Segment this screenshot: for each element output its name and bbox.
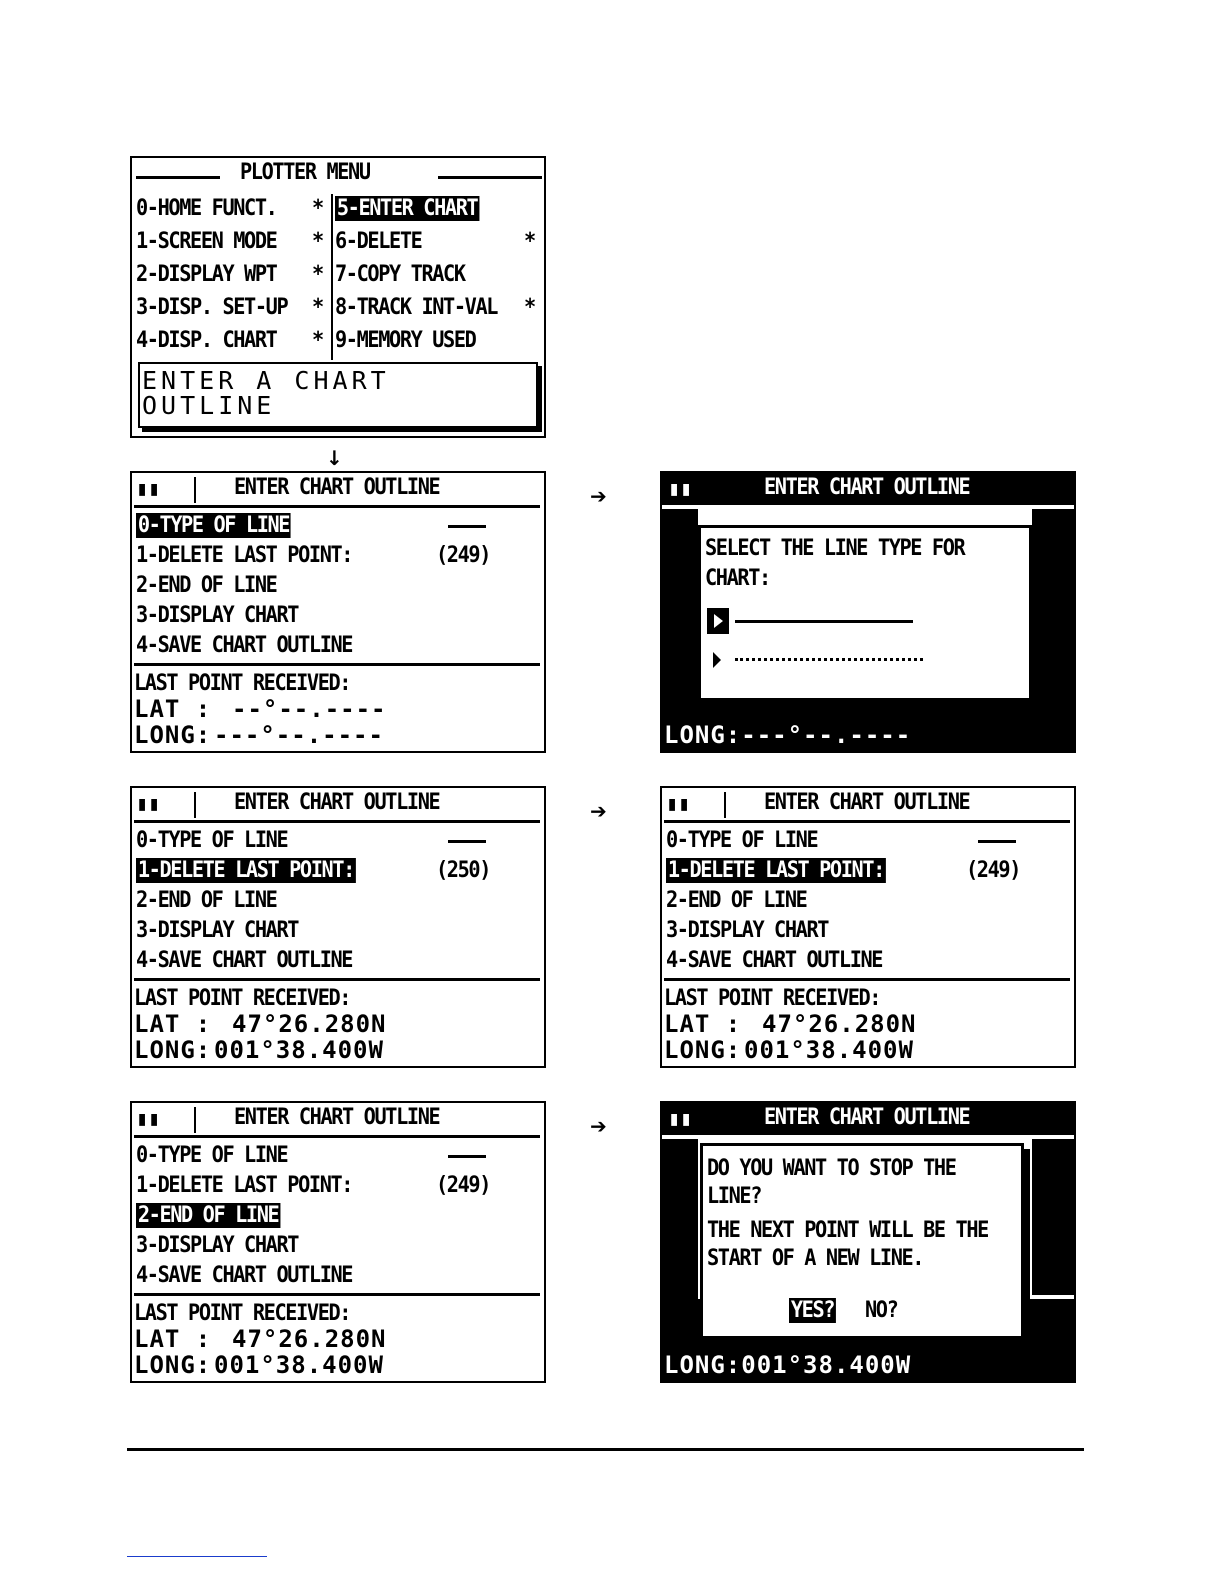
header-rule: [134, 820, 540, 823]
submenu-star-icon: *: [312, 328, 323, 353]
menu-item-display-chart[interactable]: 3-DISPLAY CHART: [136, 603, 299, 628]
lat-label: LAT :: [134, 695, 212, 723]
help-message-line2: OUTLINE: [142, 391, 276, 420]
header-rule: [664, 820, 1070, 823]
screen-title: ENTER CHART OUTLINE: [764, 475, 970, 500]
long-value: ---°--.----: [214, 721, 384, 749]
lat-label: LAT :: [134, 1325, 212, 1353]
footer-link-underline: [127, 1556, 267, 1557]
section-rule: [134, 978, 540, 981]
outline-screen-delete-249: [660, 786, 1076, 1068]
outline-screen-type-of-line: [130, 471, 546, 753]
menu-item-delete-last-point[interactable]: 1-DELETE LAST POINT:: [667, 858, 884, 883]
outline-screen-end-line-dialog: [660, 1101, 1076, 1383]
menu-item-disp-chart[interactable]: 4-DISP. CHART: [136, 328, 277, 353]
dialog-text-line1: SELECT THE LINE TYPE FOR: [705, 536, 965, 561]
point-count: (249): [436, 1173, 491, 1198]
lat-label: LAT :: [134, 1010, 212, 1038]
gps-status-icon: ▮▮: [136, 791, 161, 815]
menu-item-home-funct[interactable]: 0-HOME FUNCT.: [136, 196, 277, 221]
long-label: LONG:: [134, 721, 212, 749]
arrow-right-icon: ➔: [590, 799, 607, 823]
line-type-sample: [978, 840, 1016, 843]
lat-value: 47°26.280N: [232, 1325, 387, 1353]
menu-column-divider: [331, 194, 333, 360]
last-point-label: LAST POINT RECEIVED:: [134, 1301, 351, 1326]
screen-title: ENTER CHART OUTLINE: [234, 790, 440, 815]
dialog-text-line2: LINE?: [707, 1184, 762, 1209]
menu-item-save-chart-outline[interactable]: 4-SAVE CHART OUTLINE: [136, 948, 353, 973]
long-label: LONG:: [664, 1036, 742, 1064]
dialog-text-line2: CHART:: [705, 566, 770, 591]
section-rule: [664, 978, 1070, 981]
plotter-menu-screen: [130, 156, 546, 438]
arrow-right-icon: ➔: [590, 484, 607, 508]
screen-title: ENTER CHART OUTLINE: [234, 475, 440, 500]
point-count: (249): [436, 543, 491, 568]
menu-item-display-chart[interactable]: 3-DISPLAY CHART: [136, 1233, 299, 1258]
gps-status-icon: ▮▮: [668, 1106, 693, 1130]
line-type-sample: [448, 840, 486, 843]
menu-item-delete-last-point[interactable]: 1-DELETE LAST POINT:: [137, 858, 354, 883]
last-point-label: LAST POINT RECEIVED:: [664, 986, 881, 1011]
submenu-star-icon: *: [524, 295, 535, 320]
menu-item-type-of-line[interactable]: 0-TYPE OF LINE: [666, 828, 818, 853]
menu-item-display-chart[interactable]: 3-DISPLAY CHART: [666, 918, 829, 943]
last-point-label: LAST POINT RECEIVED:: [134, 671, 351, 696]
solid-line-option[interactable]: [735, 620, 913, 623]
help-message-box: [138, 362, 538, 428]
long-label: LONG:: [134, 1351, 212, 1379]
dialog-text-line3: THE NEXT POINT WILL BE THE: [707, 1218, 988, 1243]
menu-item-delete-last-point[interactable]: 1-DELETE LAST POINT:: [136, 543, 353, 568]
menu-item-display-chart[interactable]: 3-DISPLAY CHART: [136, 918, 299, 943]
header-divider: [194, 1107, 196, 1133]
screen-title: ENTER CHART OUTLINE: [764, 1105, 970, 1130]
gps-status-icon: ▮▮: [668, 476, 693, 500]
section-rule: [134, 1293, 540, 1296]
title-rule-left: [136, 176, 220, 179]
gps-status-icon: ▮▮: [666, 791, 691, 815]
menu-item-save-chart-outline[interactable]: 4-SAVE CHART OUTLINE: [666, 948, 883, 973]
long-label: LONG:: [134, 1036, 212, 1064]
header-divider: [194, 477, 196, 503]
end-line-dialog: [700, 1143, 1024, 1339]
dimmed-right-strip: [1032, 509, 1074, 669]
lat-value: 47°26.280N: [232, 1010, 387, 1038]
line-type-sample: [448, 525, 486, 528]
outline-screen-delete-250: [130, 786, 546, 1068]
submenu-star-icon: *: [312, 229, 323, 254]
dialog-text-line1: DO YOU WANT TO STOP THE: [707, 1156, 956, 1181]
plotter-menu-title: PLOTTER MENU: [240, 160, 370, 185]
screen-title: ENTER CHART OUTLINE: [234, 1105, 440, 1130]
menu-item-memory-used[interactable]: 9-MEMORY USED: [335, 328, 476, 353]
menu-item-type-of-line[interactable]: 0-TYPE OF LINE: [137, 513, 290, 538]
selection-cursor-icon[interactable]: [707, 608, 729, 634]
header-rule: [134, 1135, 540, 1138]
menu-item-end-of-line[interactable]: 2-END OF LINE: [136, 888, 277, 913]
menu-item-display-wpt[interactable]: 2-DISPLAY WPT: [136, 262, 277, 287]
submenu-star-icon: *: [312, 295, 323, 320]
long-line-dimmed: LONG:---°--.----: [664, 721, 912, 749]
footer-rule: [127, 1448, 1084, 1451]
long-value: 001°38.400W: [214, 1351, 384, 1379]
lat-label: LAT :: [664, 1010, 742, 1038]
menu-item-save-chart-outline[interactable]: 4-SAVE CHART OUTLINE: [136, 633, 353, 658]
point-count: (250): [436, 858, 491, 883]
last-point-label: LAST POINT RECEIVED:: [134, 986, 351, 1011]
menu-item-end-of-line[interactable]: 2-END OF LINE: [666, 888, 807, 913]
long-line-dimmed: LONG:001°38.400W: [664, 1351, 912, 1379]
menu-item-enter-chart[interactable]: 5-ENTER CHART: [336, 196, 478, 221]
header-rule: [134, 505, 540, 508]
title-rule-right: [438, 176, 542, 179]
gps-status-icon: ▮▮: [136, 1106, 161, 1130]
screen-title: ENTER CHART OUTLINE: [764, 790, 970, 815]
dimmed-menu-column: [662, 1139, 698, 1299]
menu-item-save-chart-outline[interactable]: 4-SAVE CHART OUTLINE: [136, 1263, 353, 1288]
menu-item-end-of-line[interactable]: 2-END OF LINE: [137, 1203, 279, 1228]
menu-item-delete[interactable]: 6-DELETE: [335, 229, 422, 254]
menu-item-disp-setup[interactable]: 3-DISP. SET-UP: [136, 295, 288, 320]
outline-screen-end-of-line: [130, 1101, 546, 1383]
no-button[interactable]: NO?: [865, 1298, 898, 1323]
menu-item-type-of-line[interactable]: 0-TYPE OF LINE: [136, 1143, 288, 1168]
line-type-dialog: [698, 525, 1032, 701]
dimmed-right-strip: [1032, 1139, 1074, 1295]
header-divider: [724, 792, 726, 818]
outline-screen-line-type-dialog: [660, 471, 1076, 753]
menu-item-delete-last-point[interactable]: 1-DELETE LAST POINT:: [136, 1173, 353, 1198]
menu-item-end-of-line[interactable]: 2-END OF LINE: [136, 573, 277, 598]
gps-status-icon: ▮▮: [136, 476, 161, 500]
arrow-down-icon: ↓: [326, 446, 343, 470]
point-count: (249): [966, 858, 1021, 883]
lat-value: --°--.----: [232, 695, 387, 723]
dimmed-menu-column: [662, 509, 698, 669]
submenu-star-icon: *: [312, 262, 323, 287]
option-marker-icon: [713, 652, 721, 668]
lat-value: 47°26.280N: [762, 1010, 917, 1038]
menu-item-type-of-line[interactable]: 0-TYPE OF LINE: [136, 828, 288, 853]
submenu-star-icon: *: [312, 196, 323, 221]
menu-item-screen-mode[interactable]: 1-SCREEN MODE: [136, 229, 277, 254]
line-type-sample: [448, 1155, 486, 1158]
yes-button[interactable]: YES?: [790, 1298, 835, 1323]
long-value: 001°38.400W: [214, 1036, 384, 1064]
menu-item-copy-track[interactable]: 7-COPY TRACK: [335, 262, 465, 287]
dialog-text-line4: START OF A NEW LINE.: [707, 1246, 924, 1271]
dotted-line-option[interactable]: [735, 658, 923, 661]
arrow-right-icon: ➔: [590, 1114, 607, 1138]
section-rule: [134, 663, 540, 666]
menu-item-track-interval[interactable]: 8-TRACK INT-VAL: [335, 295, 498, 320]
header-divider: [194, 792, 196, 818]
help-message-line1: ENTER A CHART: [142, 366, 390, 395]
long-value: 001°38.400W: [744, 1036, 914, 1064]
submenu-star-icon: *: [524, 229, 535, 254]
